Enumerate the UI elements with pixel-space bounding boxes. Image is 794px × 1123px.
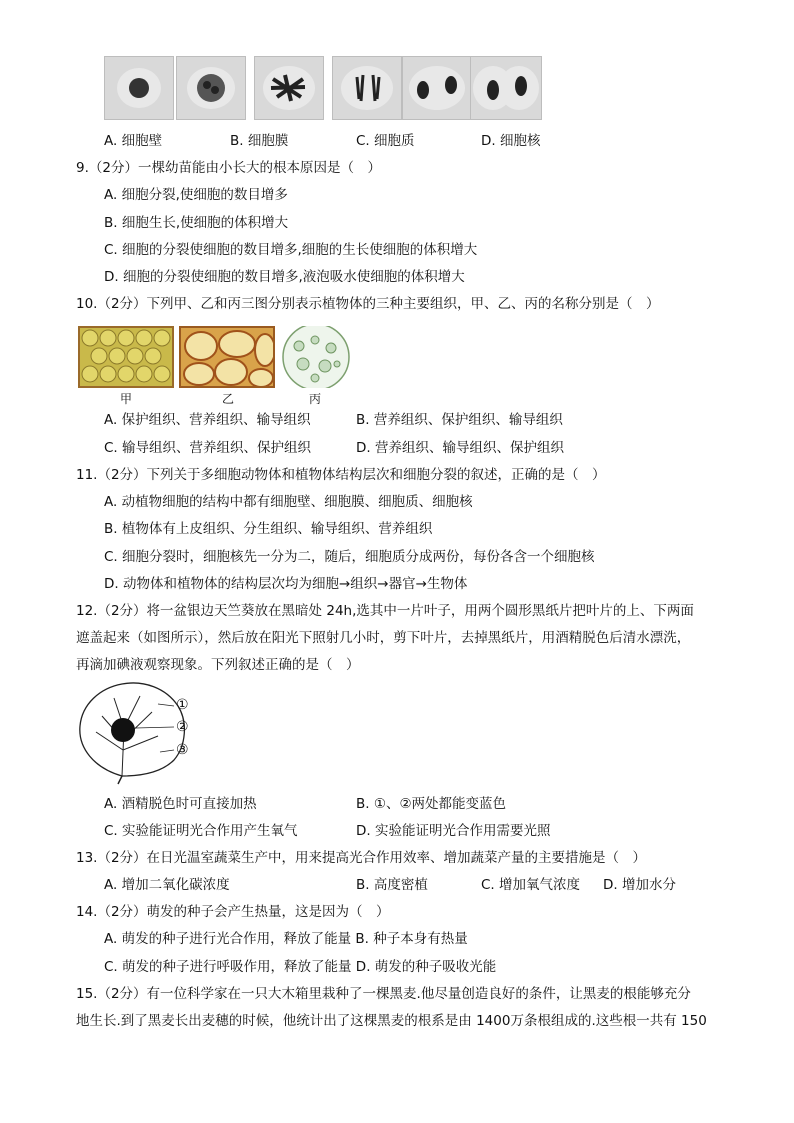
q9-option-a[interactable]: A. 细胞分裂,使细胞的数目增多 (104, 187, 288, 203)
q13-stem: 13.（2分）在日光温室蔬菜生产中，用来提高光合作用效率、增加蔬菜产量的主要措施是（ ） (76, 850, 647, 866)
tissue-label-bing: 丙 (309, 392, 322, 406)
q9-option-d[interactable]: D. 细胞的分裂使细胞的数目增多,液泡吸水使细胞的体积增大 (104, 269, 465, 285)
q10-stem: 10.（2分）下列甲、乙和丙三图分别表示植物体的三种主要组织，甲、乙、丙的名称分别是（ ） (76, 296, 660, 312)
q13-option-c[interactable]: C. 增加氧气浓度 (481, 877, 581, 893)
q13-option-b[interactable]: B. 高度密植 (356, 877, 428, 893)
tissue-image-bing (279, 326, 353, 388)
q10-option-a[interactable]: A. 保护组织、营养组织、输导组织 (104, 412, 311, 428)
cell-image-1 (104, 56, 174, 120)
q12-stem-line-1: 12.（2分）将一盆银边天竺葵放在黑暗处 24h,选其中一片叶子，用两个圆形黑纸片把叶片的上、下两面 (76, 603, 694, 619)
q14-stem: 14.（2分）萌发的种子会产生热量，这是因为（ ） (76, 904, 390, 920)
q13-option-a[interactable]: A. 增加二氧化碳浓度 (104, 877, 230, 893)
q14-option-cd[interactable]: C. 萌发的种子进行呼吸作用，释放了能量 D. 萌发的种子吸收光能 (104, 959, 497, 975)
q9-option-c[interactable]: C. 细胞的分裂使细胞的数目增多,细胞的生长使细胞的体积增大 (104, 242, 478, 258)
q11-option-d[interactable]: D. 动物体和植物体的结构层次均为细胞→组织→器官→生物体 (104, 576, 468, 592)
cell-image-6 (470, 56, 542, 120)
q12-option-b[interactable]: B. ①、②两处都能变蓝色 (356, 796, 507, 812)
q12-option-a[interactable]: A. 酒精脱色时可直接加热 (104, 796, 257, 812)
q8-option-d[interactable]: D. 细胞核 (481, 133, 541, 149)
q10-option-b[interactable]: B. 营养组织、保护组织、输导组织 (356, 412, 563, 428)
q15-stem-line-2: 地生长.到了黑麦长出麦穗的时候，他统计出了这棵黑麦的根系是由 1400万条根组成的.这些根一共有 150 (76, 1013, 707, 1029)
q12-option-c[interactable]: C. 实验能证明光合作用产生氧气 (104, 823, 298, 839)
cell-image-2 (176, 56, 246, 120)
q11-option-b[interactable]: B. 植物体有上皮组织、分生组织、输导组织、营养组织 (104, 521, 433, 537)
leaf-marker-2: ② (176, 719, 189, 735)
tissue-label-yi: 乙 (222, 392, 235, 406)
cell-image-3 (254, 56, 324, 120)
q11-option-a[interactable]: A. 动植物细胞的结构中都有细胞壁、细胞膜、细胞质、细胞核 (104, 494, 473, 510)
q10-option-c[interactable]: C. 输导组织、营养组织、保护组织 (104, 440, 312, 456)
tissue-image-yi (179, 326, 275, 388)
tissue-image-jia (78, 326, 174, 388)
q10-option-d[interactable]: D. 营养组织、输导组织、保护组织 (356, 440, 564, 456)
q12-stem-line-3: 再滴加碘液观察现象。下列叙述正确的是（ ） (76, 657, 360, 673)
q13-option-d[interactable]: D. 增加水分 (603, 877, 676, 893)
tissue-label-jia: 甲 (120, 392, 133, 406)
q8-option-b[interactable]: B. 细胞膜 (230, 133, 289, 149)
q11-option-c[interactable]: C. 细胞分裂时，细胞核先一分为二，随后，细胞质分成两份，每份各含一个细胞核 (104, 549, 595, 565)
cell-image-4 (332, 56, 402, 120)
q9-stem: 9.（2分）一棵幼苗能由小长大的根本原因是（ ） (76, 160, 381, 176)
cell-image-5 (402, 56, 472, 120)
leaf-marker-1: ① (176, 697, 189, 713)
q15-stem-line-1: 15.（2分）有一位科学家在一只大木箱里栽种了一棵黑麦.他尽量创造良好的条件，让黑麦的根能够充分 (76, 986, 691, 1002)
q8-option-a[interactable]: A. 细胞壁 (104, 133, 163, 149)
q11-stem: 11.（2分）下列关于多细胞动物体和植物体结构层次和细胞分裂的叙述，正确的是（ ） (76, 467, 606, 483)
leaf-marker-3: ③ (176, 742, 189, 758)
q8-option-c[interactable]: C. 细胞质 (356, 133, 415, 149)
q14-option-ab[interactable]: A. 萌发的种子进行光合作用，释放了能量 B. 种子本身有热量 (104, 931, 468, 947)
q12-stem-line-2: 遮盖起来（如图所示），然后放在阳光下照射几小时，剪下叶片，去掉黑纸片，用酒精脱色后清水漂洗， (76, 630, 691, 646)
q12-option-d[interactable]: D. 实验能证明光合作用需要光照 (356, 823, 551, 839)
q9-option-b[interactable]: B. 细胞生长,使细胞的体积增大 (104, 215, 289, 231)
